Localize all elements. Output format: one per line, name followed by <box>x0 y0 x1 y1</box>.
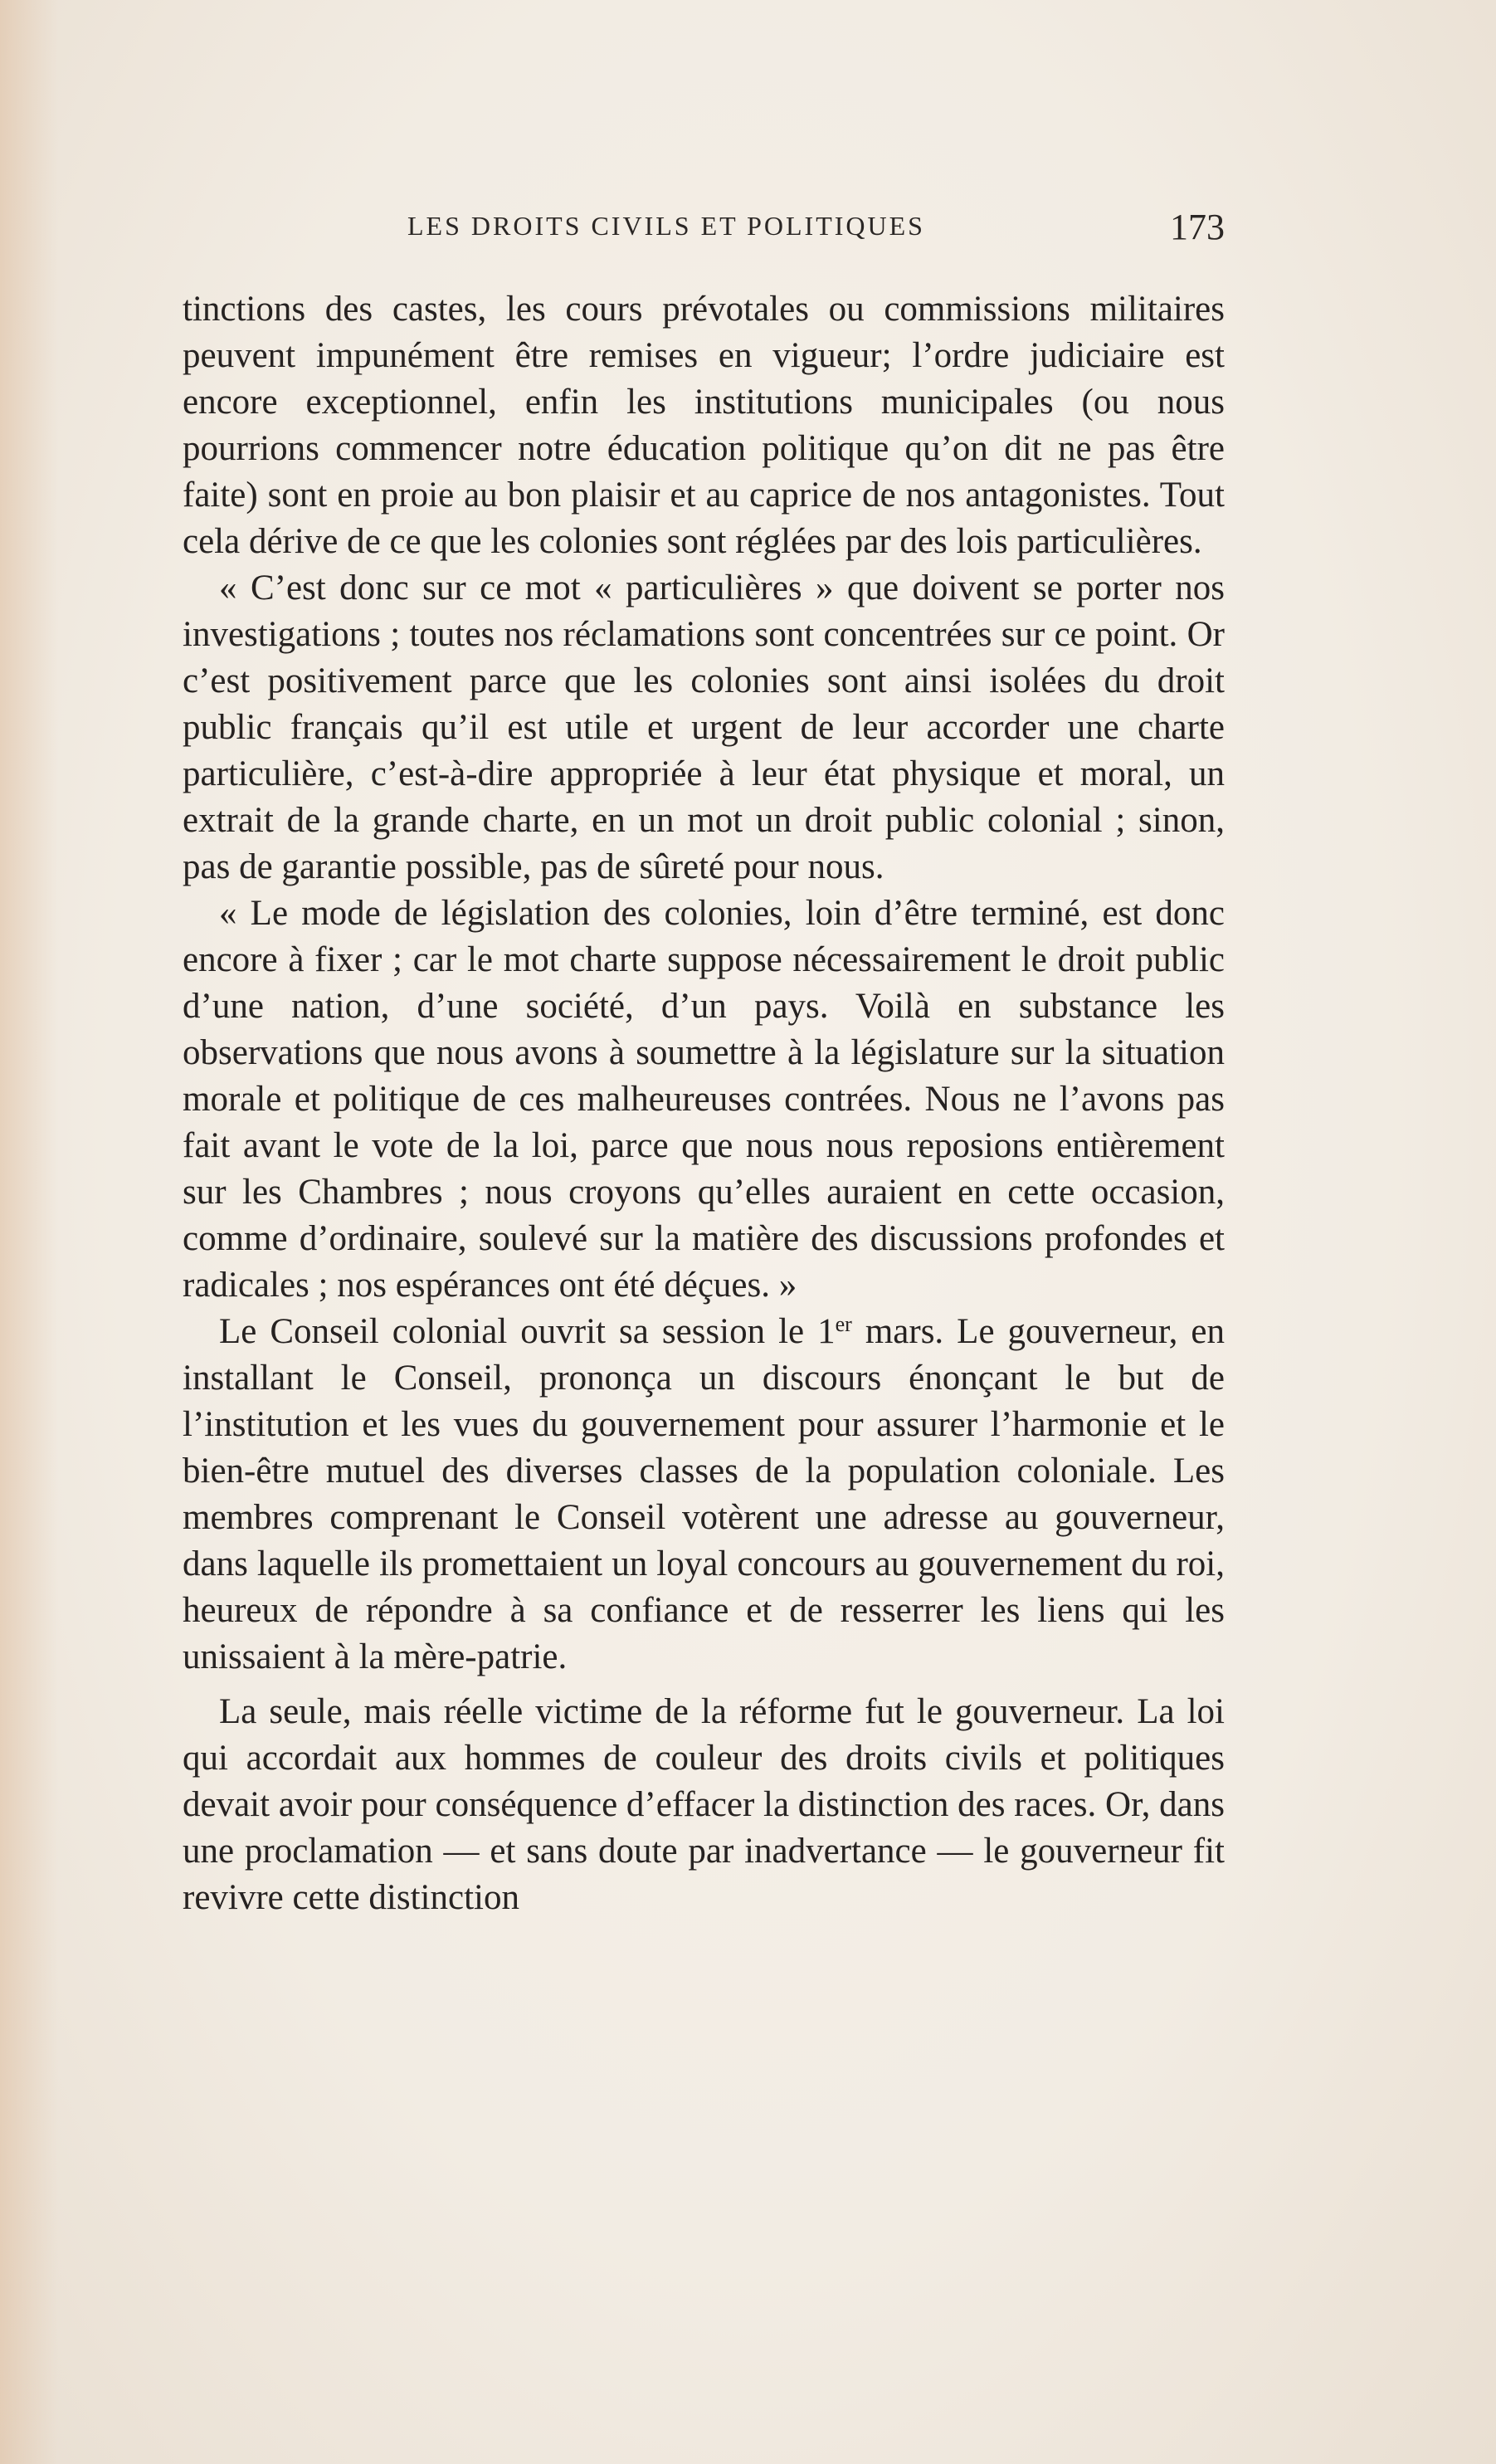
paragraph-conseil-colonial <box>183 1309 1225 1681</box>
running-header <box>183 206 1225 256</box>
paragraph-continuation: tinctions des castes, les cours prévotales ou commissions militaires peuvent impunément être remises en vigueur; l’ordre judiciaire est encore exceptionnel, enfin les institutions municipales (ou nous pourrions commencer notre éducation politique qu’on dit ne pas être faite) sont en proie au bon plaisir et au caprice de nos antagonistes. Tout cela dérive de ce que les colonies sont réglées par des lois particulières. <box>183 290 1225 561</box>
paragraph-conseil-text-before: Le Conseil colonial ouvrit sa session le 1 <box>219 1312 836 1351</box>
paragraph-gouverneur: La seule, mais réelle victime de la réforme fut le gouverneur. La loi qui accordait aux hommes de couleur des droits civils et politiques devait avoir pour conséquence d’effacer la distinction des races. Or, dans une proclamation — et sans doute par inadvertance — le gouverneur fit revivre cette distinction <box>183 1692 1225 1917</box>
page-number: 173 <box>1170 207 1225 247</box>
running-title: LES DROITS CIVILS ET POLITIQUES <box>407 211 925 241</box>
page-edge-shadow <box>0 0 58 2464</box>
paragraph-conseil-text-after: mars. Le gouverneur, en installant le Conseil, prononça un discours énonçant le but de l’institution et les vues du gouvernement pour assurer l’harmonie et le bien-être mutuel des diverses classes de la population coloniale. Les membres comprenant le Conseil votèrent une adresse au gouverneur, dans laquelle ils promettaient un loyal concours au gouvernement du roi, heureux de répondre à sa confiance et de resserrer les liens qui les unissaient à la mère-patrie. <box>183 1312 1225 1676</box>
body-text <box>183 286 1225 1921</box>
ordinal-superscript: er <box>835 1312 852 1336</box>
paragraph-quote-legislation: « Le mode de législation des colonies, loin d’être terminé, est donc encore à fixer ; car le mot charte suppose nécessairement le droit public d’une nation, d’une société, d’un pays. Voilà en substance les observations que nous avons à soumettre à la législature sur la situation morale et politique de ces malheureuses contrées. Nous ne l’avons pas fait avant le vote de la loi, parce que nous nous reposions entièrement sur les Chambres ; nous croyons qu’elles auraient en cette occasion, comme d’ordinaire, soulevé sur la matière des discussions profondes et radicales ; nos espérances ont été déçues. » <box>183 894 1225 1305</box>
paragraph-quote-particulieres: « C’est donc sur ce mot « particulières » que doivent se porter nos investigations ; toutes nos réclamations sont concentrées sur ce point. Or c’est positivement parce que les colonies sont ainsi isolées du droit public français qu’il est utile et urgent de leur accorder une charte particulière, c’est-à-dire appropriée à leur état physique et moral, un extrait de la grande charte, en un mot un droit public colonial ; sinon, pas de garantie possible, pas de sûreté pour nous. <box>183 568 1225 886</box>
